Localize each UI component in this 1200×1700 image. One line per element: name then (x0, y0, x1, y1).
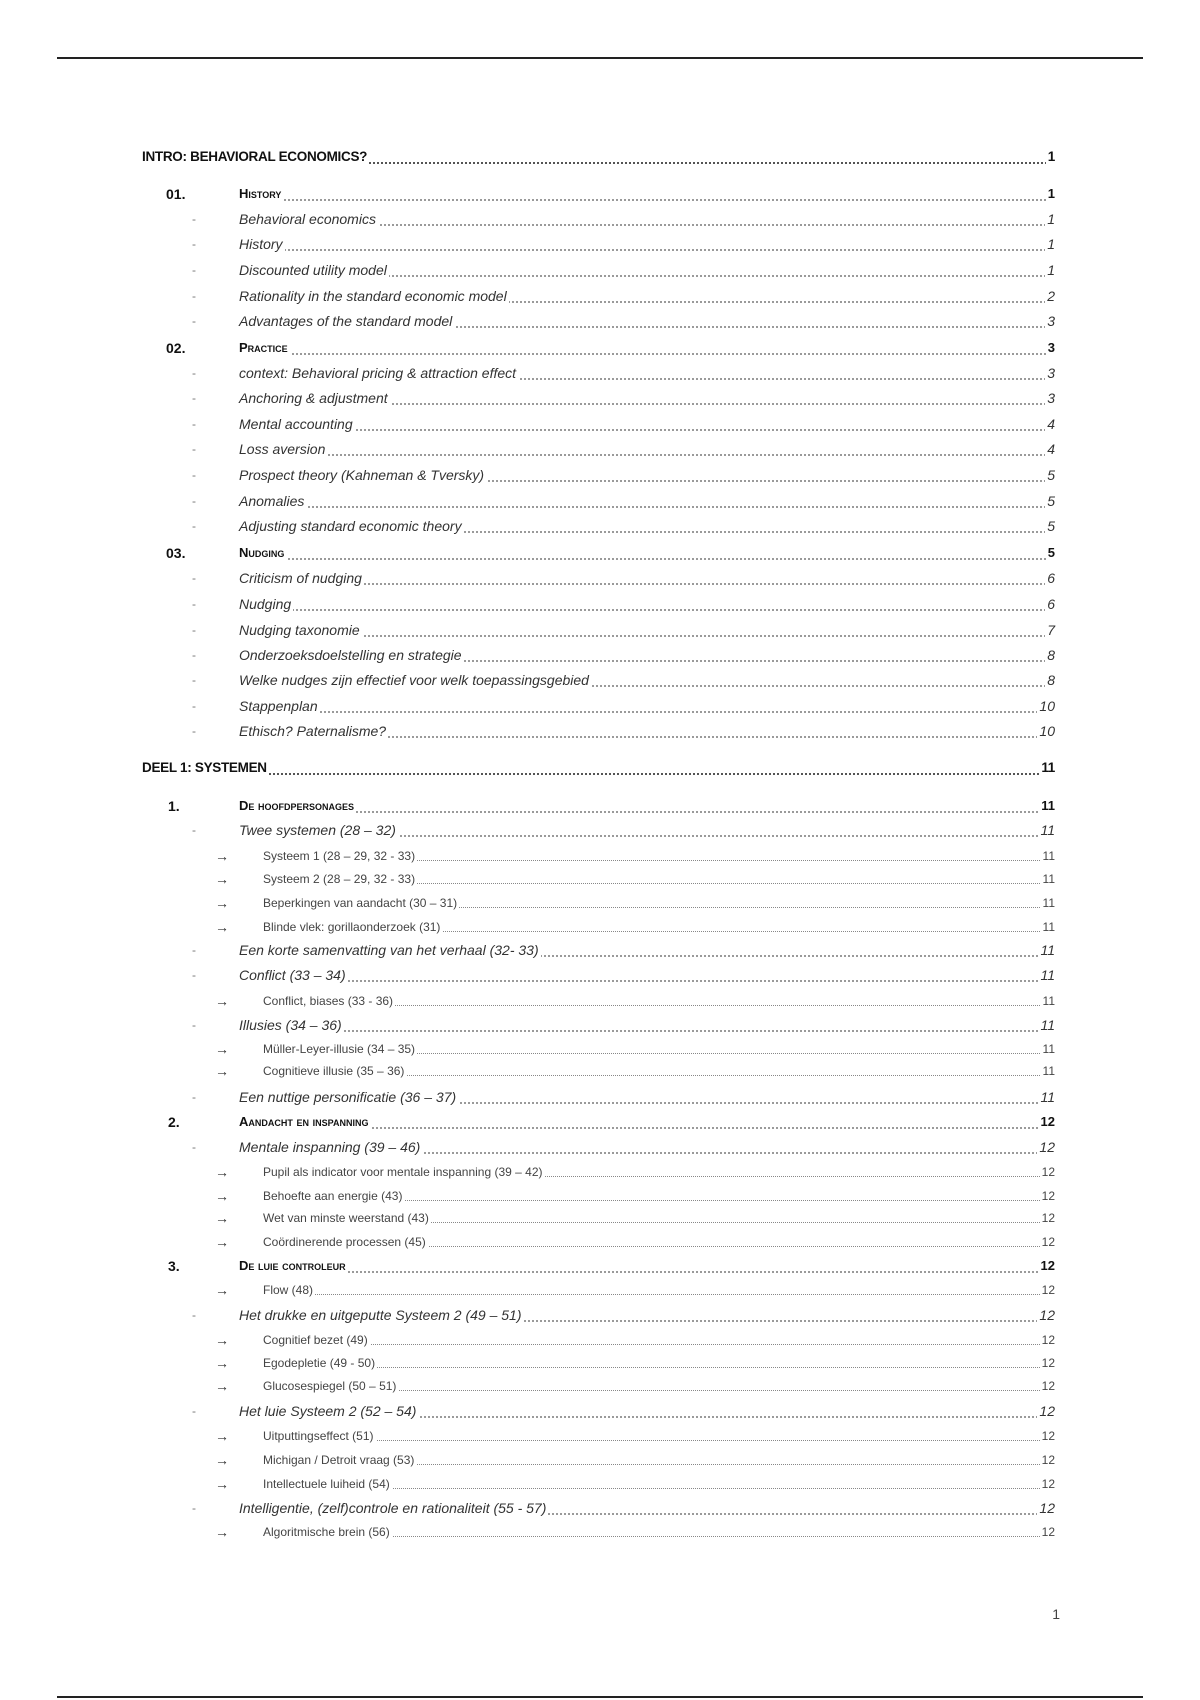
toc-dash-bullet: - (192, 623, 196, 637)
toc-entry-title: History (239, 183, 283, 205)
toc-entry-title: Illusies (34 – 36) (239, 1014, 344, 1036)
toc-entry-page: 6 (1045, 593, 1055, 615)
toc-entry[interactable] (0, 233, 1200, 255)
toc-entry[interactable] (0, 868, 1200, 890)
toc-dash-bullet: - (192, 519, 196, 533)
arrow-icon: → (215, 1428, 229, 1444)
toc-entry-title: Rationality in the standard economic model (239, 285, 509, 307)
toc-entry-page: 5 (1046, 542, 1055, 564)
toc-dash-bullet: - (192, 289, 196, 303)
toc-entry-title: De luie controleur (239, 1255, 348, 1277)
toc-entry-page: 11 (1038, 819, 1055, 841)
toc-entry[interactable] (0, 1014, 1200, 1036)
toc-entry-page: 12 (1040, 1207, 1055, 1229)
toc-entry-title: Adjusting standard economic theory (239, 515, 464, 537)
toc-entry[interactable] (0, 644, 1200, 666)
toc-dot-leader (263, 1294, 1050, 1295)
toc-chapter-number: 2. (168, 1114, 180, 1130)
toc-entry-page: 12 (1040, 1473, 1055, 1495)
toc-entry-page: 1 (1046, 183, 1055, 205)
toc-entry-page: 11 (1041, 990, 1055, 1012)
toc-entry-title: Behoefte aan energie (43) (263, 1185, 404, 1207)
arrow-icon: → (215, 1188, 229, 1204)
toc-entry[interactable] (0, 593, 1200, 615)
toc-dash-bullet: - (192, 1501, 196, 1515)
toc-entry[interactable] (0, 892, 1200, 914)
arrow-icon: → (215, 1164, 229, 1180)
toc-entry-page: 12 (1040, 1375, 1055, 1397)
toc-entry-title: Het luie Systeem 2 (52 – 54) (239, 1400, 418, 1422)
toc-dash-bullet: - (192, 237, 196, 251)
toc-entry-page: 3 (1045, 310, 1055, 332)
toc-entry[interactable] (0, 1038, 1200, 1060)
toc-entry[interactable] (0, 464, 1200, 486)
toc-entry-title: Müller-Leyer-illusie (34 – 35) (263, 1038, 417, 1060)
toc-entry-page: 11 (1038, 1086, 1055, 1108)
toc-dot-leader (239, 609, 1050, 611)
toc-entry[interactable] (0, 413, 1200, 435)
toc-entry[interactable] (0, 1304, 1200, 1326)
toc-entry-page: 8 (1045, 644, 1055, 666)
toc-dot-leader (239, 711, 1050, 713)
toc-entry-title: Cognitieve illusie (35 – 36) (263, 1060, 406, 1082)
toc-entry-page: 1 (1045, 208, 1055, 230)
arrow-icon: → (215, 919, 229, 935)
toc-entry-page: 12 (1040, 1329, 1055, 1351)
toc-entry[interactable] (0, 1231, 1200, 1253)
toc-entry-page: 3 (1046, 337, 1055, 359)
toc-entry-page: 11 (1038, 939, 1055, 961)
toc-entry[interactable] (0, 542, 1200, 564)
toc-entry[interactable] (0, 845, 1200, 867)
toc-entry[interactable] (0, 1185, 1200, 1207)
toc-entry[interactable] (0, 1425, 1200, 1447)
toc-dot-leader (142, 773, 1050, 775)
toc-dash-bullet: - (192, 417, 196, 431)
toc-entry-title: Mental accounting (239, 413, 355, 435)
toc-entry-page: 11 (1039, 757, 1055, 779)
toc-entry-title: Welke nudges zijn effectief voor welk toepassingsgebied (239, 669, 591, 691)
toc-entry[interactable] (0, 515, 1200, 537)
toc-entry-page: 1 (1046, 146, 1055, 168)
toc-entry-page: 12 (1040, 1279, 1055, 1301)
toc-entry[interactable] (0, 438, 1200, 460)
toc-entry[interactable] (0, 1375, 1200, 1397)
arrow-icon: → (215, 1282, 229, 1298)
arrow-icon: → (215, 1063, 229, 1079)
toc-entry[interactable] (0, 795, 1200, 817)
toc-entry-title: Systeem 1 (28 – 29, 32 - 33) (263, 845, 417, 867)
toc-entry-title: Een nuttige personificatie (36 – 37) (239, 1086, 458, 1108)
toc-entry[interactable] (0, 1449, 1200, 1471)
toc-entry-page: 12 (1040, 1352, 1055, 1374)
toc-dot-leader (239, 249, 1050, 251)
toc-entry[interactable] (0, 1161, 1200, 1183)
toc-entry[interactable] (0, 490, 1200, 512)
toc-entry[interactable] (0, 259, 1200, 281)
toc-entry-title: Beperkingen van aandacht (30 – 31) (263, 892, 459, 914)
toc-entry-title: Conflict (33 – 34) (239, 964, 348, 986)
toc-entry-title: Mentale inspanning (39 – 46) (239, 1136, 422, 1158)
arrow-icon: → (215, 993, 229, 1009)
toc-entry-page: 4 (1045, 438, 1055, 460)
toc-entry-title: Practice (239, 337, 290, 359)
arrow-icon: → (215, 1476, 229, 1492)
toc-entry[interactable] (0, 939, 1200, 961)
toc-entry-page: 12 (1037, 1400, 1055, 1422)
toc-entry-title: Behavioral economics (239, 208, 378, 230)
page-number: 1 (1052, 1606, 1060, 1622)
toc-dash-bullet: - (192, 442, 196, 456)
toc-entry[interactable] (0, 1060, 1200, 1082)
toc-entry-title: Cognitief bezet (49) (263, 1329, 370, 1351)
toc-entry-title: Advantages of the standard model (239, 310, 454, 332)
toc-entry-title: Egodepletie (49 - 50) (263, 1352, 377, 1374)
toc-dash-bullet: - (192, 366, 196, 380)
toc-dot-leader (263, 1367, 1050, 1368)
arrow-icon: → (215, 1332, 229, 1348)
toc-entry[interactable] (0, 1086, 1200, 1108)
toc-dash-bullet: - (192, 468, 196, 482)
toc-entry-page: 11 (1041, 1060, 1055, 1082)
arrow-icon: → (215, 895, 229, 911)
toc-dot-leader (239, 1030, 1050, 1032)
toc-entry[interactable] (0, 362, 1200, 384)
toc-entry-page: 5 (1045, 515, 1055, 537)
arrow-icon: → (215, 1210, 229, 1226)
toc-dash-bullet: - (192, 1090, 196, 1104)
toc-dot-leader (239, 506, 1050, 508)
toc-entry-page: 8 (1045, 669, 1055, 691)
toc-entry-title: Coördinerende processen (45) (263, 1231, 428, 1253)
toc-dash-bullet: - (192, 1140, 196, 1154)
toc-entry[interactable] (0, 1111, 1200, 1133)
toc-entry[interactable] (0, 146, 1200, 168)
arrow-icon: → (215, 1041, 229, 1057)
toc-entry[interactable] (0, 387, 1200, 409)
toc-entry[interactable] (0, 990, 1200, 1012)
toc-dash-bullet: - (192, 263, 196, 277)
toc-entry[interactable] (0, 567, 1200, 589)
toc-dash-bullet: - (192, 943, 196, 957)
toc-entry-title: Wet van minste weerstand (43) (263, 1207, 431, 1229)
toc-entry[interactable] (0, 1473, 1200, 1495)
toc-entry-title: History (239, 233, 285, 255)
toc-entry-page: 11 (1039, 795, 1055, 817)
toc-dash-bullet: - (192, 648, 196, 662)
toc-entry[interactable] (0, 1136, 1200, 1158)
toc-entry-title: Michigan / Detroit vraag (53) (263, 1449, 416, 1471)
toc-entry-page: 12 (1040, 1231, 1055, 1253)
toc-entry-title: Prospect theory (Kahneman & Tversky) (239, 464, 486, 486)
toc-entry-page: 12 (1037, 1136, 1055, 1158)
toc-entry[interactable] (0, 310, 1200, 332)
toc-entry[interactable] (0, 1521, 1200, 1543)
arrow-icon: → (215, 1378, 229, 1394)
toc-entry[interactable] (0, 285, 1200, 307)
toc-dot-leader (239, 454, 1050, 456)
toc-entry-title: DEEL 1: SYSTEMEN (142, 757, 269, 779)
toc-dot-leader (239, 353, 1050, 355)
toc-dot-leader (239, 980, 1050, 982)
toc-dash-bullet: - (192, 724, 196, 738)
toc-entry-title: Stappenplan (239, 695, 320, 717)
toc-entry-page: 12 (1040, 1521, 1055, 1543)
toc-entry-title: Een korte samenvatting van het verhaal (32- 33) (239, 939, 541, 961)
arrow-icon: → (215, 1355, 229, 1371)
toc-entry-title: Systeem 2 (28 – 29, 32 - 33) (263, 868, 417, 890)
toc-entry[interactable] (0, 695, 1200, 717)
toc-dash-bullet: - (192, 1404, 196, 1418)
toc-entry-page: 2 (1045, 285, 1055, 307)
toc-dash-bullet: - (192, 823, 196, 837)
toc-entry-page: 11 (1038, 1014, 1055, 1036)
toc-entry-page: 1 (1045, 259, 1055, 281)
toc-chapter-number: 1. (168, 798, 180, 814)
toc-dash-bullet: - (192, 1018, 196, 1032)
toc-entry-title: De hoofdpersonages (239, 795, 356, 817)
toc-entry-title: Blinde vlek: gorillaonderzoek (31) (263, 916, 442, 938)
toc-entry-title: Nudging taxonomie (239, 619, 362, 641)
toc-dash-bullet: - (192, 699, 196, 713)
toc-entry-page: 12 (1040, 1425, 1055, 1447)
toc-dash-bullet: - (192, 1308, 196, 1322)
toc-entry-page: 11 (1041, 868, 1055, 890)
toc-entry-page: 5 (1045, 490, 1055, 512)
toc-entry-page: 3 (1045, 387, 1055, 409)
toc-entry-page: 12 (1040, 1449, 1055, 1471)
toc-entry-page: 12 (1037, 1497, 1055, 1519)
toc-dot-leader (239, 558, 1050, 560)
toc-entry-page: 10 (1037, 695, 1055, 717)
toc-entry-title: Pupil als indicator voor mentale inspanning (39 – 42) (263, 1161, 545, 1183)
arrow-icon: → (215, 848, 229, 864)
toc-chapter-number: 02. (166, 340, 186, 356)
toc-dot-leader (263, 1440, 1050, 1441)
toc-chapter-number: 3. (168, 1258, 180, 1274)
toc-entry[interactable] (0, 1279, 1200, 1301)
toc-chapter-number: 01. (166, 186, 186, 202)
toc-entry-title: Nudging (239, 542, 286, 564)
toc-dash-bullet: - (192, 571, 196, 585)
toc-entry-title: Intelligentie, (zelf)controle en rationaliteit (55 - 57) (239, 1497, 548, 1519)
toc-entry-page: 12 (1037, 1304, 1055, 1326)
toc-dash-bullet: - (192, 597, 196, 611)
toc-dash-bullet: - (192, 673, 196, 687)
toc-entry-page: 7 (1045, 619, 1055, 641)
arrow-icon: → (215, 1524, 229, 1540)
arrow-icon: → (215, 1234, 229, 1250)
toc-dash-bullet: - (192, 968, 196, 982)
toc-entry-page: 1 (1045, 233, 1055, 255)
toc-entry-page: 11 (1038, 964, 1055, 986)
toc-entry[interactable] (0, 757, 1200, 779)
toc-dot-leader (239, 429, 1050, 431)
toc-entry-page: 11 (1041, 916, 1055, 938)
toc-entry[interactable] (0, 1207, 1200, 1229)
toc-entry-title: Glucosespiegel (50 – 51) (263, 1375, 398, 1397)
toc-entry-title: Het drukke en uitgeputte Systeem 2 (49 – 51) (239, 1304, 524, 1326)
toc-entry[interactable] (0, 916, 1200, 938)
toc-dash-bullet: - (192, 391, 196, 405)
toc-entry-page: 11 (1041, 845, 1055, 867)
toc-entry-page: 12 (1040, 1161, 1055, 1183)
toc-entry-title: Twee systemen (28 – 32) (239, 819, 398, 841)
toc-entry-title: Aandacht en inspanning (239, 1111, 370, 1133)
toc-entry[interactable] (0, 964, 1200, 986)
toc-entry-page: 11 (1041, 892, 1055, 914)
toc-entry-title: Conflict, biases (33 - 36) (263, 990, 395, 1012)
toc-entry[interactable] (0, 669, 1200, 691)
toc-entry-title: Criticism of nudging (239, 567, 364, 589)
toc-entry-page: 5 (1045, 464, 1055, 486)
toc-entry-title: Discounted utility model (239, 259, 389, 281)
toc-entry-title: Loss aversion (239, 438, 327, 460)
toc-entry[interactable] (0, 819, 1200, 841)
toc-dot-leader (239, 199, 1050, 201)
toc-entry-title: INTRO: BEHAVIORAL ECONOMICS? (142, 146, 369, 168)
toc-entry-page: 12 (1040, 1185, 1055, 1207)
toc-entry[interactable] (0, 1329, 1200, 1351)
toc-chapter-number: 03. (166, 545, 186, 561)
toc-entry-page: 10 (1037, 720, 1055, 742)
toc-entry[interactable] (0, 1400, 1200, 1422)
toc-entry-page: 12 (1039, 1255, 1055, 1277)
toc-entry-title: Onderzoeksdoelstelling en strategie (239, 644, 464, 666)
toc-entry[interactable] (0, 183, 1200, 205)
toc-entry-title: Flow (48) (263, 1279, 315, 1301)
toc-entry-title: Nudging (239, 593, 293, 615)
toc-entry-title: Uitputtingseffect (51) (263, 1425, 376, 1447)
toc-entry[interactable] (0, 619, 1200, 641)
toc-dash-bullet: - (192, 314, 196, 328)
header-rule (57, 57, 1143, 59)
toc-entry-page: 4 (1045, 413, 1055, 435)
footer-rule (57, 1696, 1143, 1698)
toc-dot-leader (263, 1344, 1050, 1345)
arrow-icon: → (215, 1452, 229, 1468)
toc-entry[interactable] (0, 1255, 1200, 1277)
arrow-icon: → (215, 871, 229, 887)
toc-entry-page: 6 (1045, 567, 1055, 589)
toc-entry[interactable] (0, 1352, 1200, 1374)
toc-entry[interactable] (0, 720, 1200, 742)
toc-entry[interactable] (0, 208, 1200, 230)
toc-entry-title: Algoritmische brein (56) (263, 1521, 392, 1543)
toc-entry-title: Anomalies (239, 490, 306, 512)
toc-dash-bullet: - (192, 212, 196, 226)
toc-entry-page: 12 (1039, 1111, 1055, 1133)
toc-dash-bullet: - (192, 494, 196, 508)
toc-entry-title: Ethisch? Paternalisme? (239, 720, 388, 742)
toc-entry-title: context: Behavioral pricing & attraction effect (239, 362, 518, 384)
toc-entry[interactable] (0, 1497, 1200, 1519)
toc-entry-page: 11 (1041, 1038, 1055, 1060)
toc-entry[interactable] (0, 337, 1200, 359)
toc-entry-title: Anchoring & adjustment (239, 387, 390, 409)
toc-dot-leader (239, 1271, 1050, 1273)
toc-entry-title: Intellectuele luiheid (54) (263, 1473, 392, 1495)
toc-entry-page: 3 (1045, 362, 1055, 384)
toc-dot-leader (239, 811, 1050, 813)
